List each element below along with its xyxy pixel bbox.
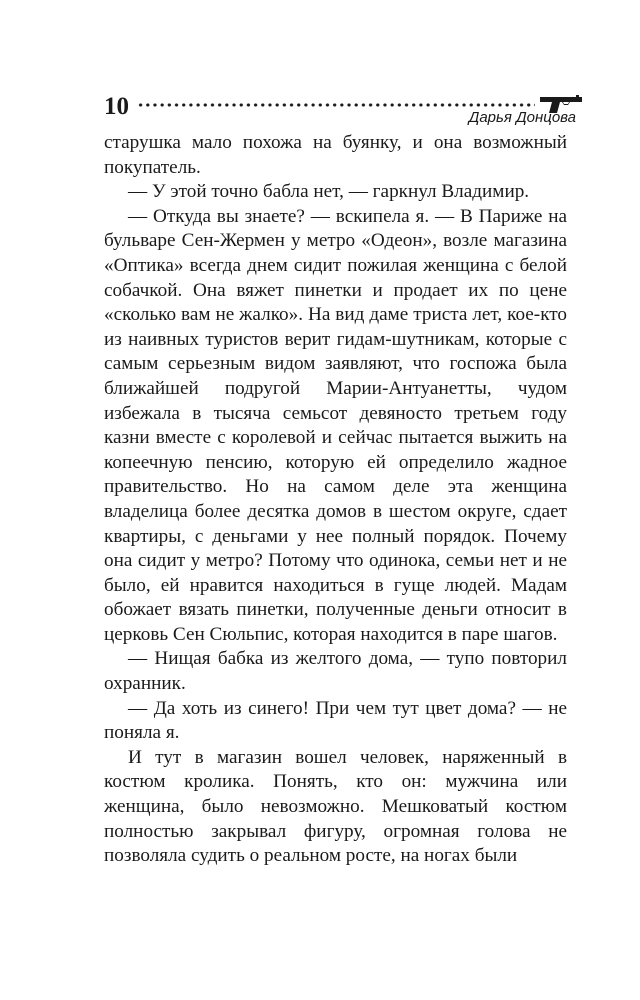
body-text — [104, 131, 567, 869]
page-header — [104, 94, 580, 126]
paragraph: И тут в магазин вошел человек, наряженный в костюм кролика. Понять, кто он: мужчина или женщина, было невозможно. Мешковатый костюм полностью закрывал фигуру, огромная голова не позволяла судить о реальном росте, на ногах были — [104, 746, 567, 867]
page-number: 10 — [104, 93, 129, 120]
dotted-leader — [137, 103, 535, 107]
paragraph: — Нищая бабка из желтого дома, — тупо повторил охранник. — [104, 648, 567, 695]
paragraph: — Да хоть из синего! При чем тут цвет дома? — не поняла я. — [104, 697, 567, 744]
author-name: Дарья Донцова — [468, 109, 576, 126]
paragraph: старушка мало похожа на буянку, и она возможный покупатель. — [104, 132, 567, 178]
paragraph: — У этой точно бабла нет, — гаркнул Владимир. — [128, 181, 530, 203]
paragraph: — Откуда вы знаете? — вскипела я. — В Париже на бульваре Сен-Жермен у метро «Одеон», возле магазина «Оптика» всегда днем сидит пожилая женщина с белой собачкой. Она вяжет пинетки и продает их по цене «сколько вам не жалко». На вид даме триста лет, кое-кто из наивных туристов верит гидам-шутникам, которые с самым серьезным видом заявляют, что госпожа была ближайшей подругой Марии-Антуанетты, чудом избежала в тысяча семьсот девяносто третьем году казни вместе с королевой и сейчас пытается выжить на копеечную пенсию, которую ей определило жадное правительство. Но на самом деле эта женщина владелица более десятка домов в шестом округе, сдает квартиры, с деньгами у нее полный порядок. Почему она сидит у метро? Потому что одинока, семьи нет и не было, ей нравится находиться в гуще людей. Мадам обожает вязать пинетки, полученные деньги относит в церковь Сен Сюльпис, которая находится в паре шагов. — [104, 205, 567, 645]
